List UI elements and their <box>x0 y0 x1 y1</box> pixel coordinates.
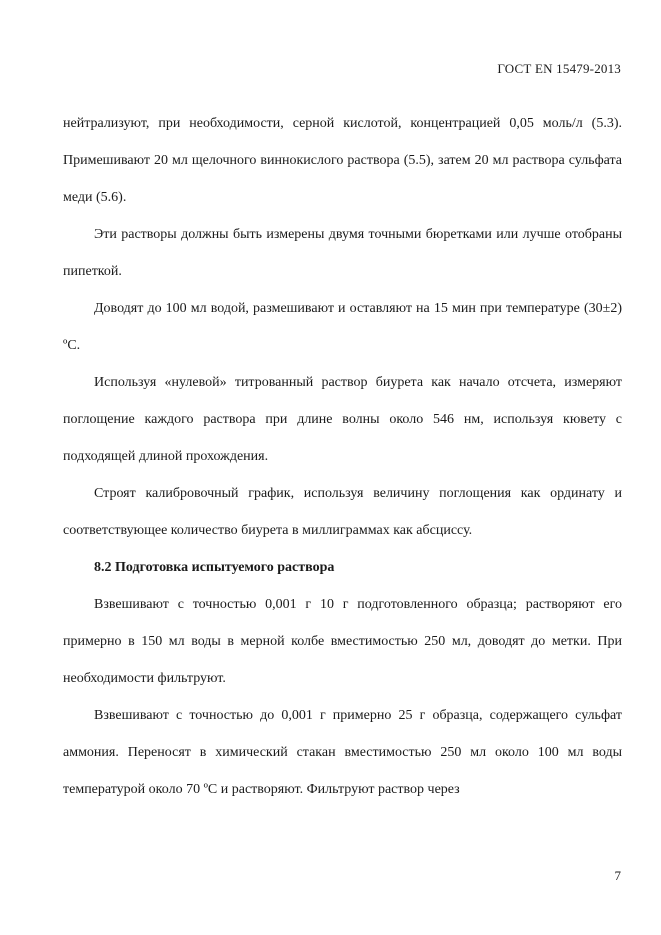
paragraph-absorbance: Используя «нулевой» титрованный раствор биурета как начало отсчета, измеряют поглощение каждого раствора при длине волны около 546 нм, используя кювету с подходящей длиной прохождения. <box>63 375 622 464</box>
paragraph-burettes: Эти растворы должны быть измерены двумя точными бюретками или лучше отобраны пипеткой. <box>63 227 622 279</box>
document-body <box>63 105 622 808</box>
paragraph-weighing-1: Взвешивают с точностью 0,001 г 10 г подготовленного образца; растворяют его примерно в 150 мл воды в мерной колбе вместимостью 250 мл, доводят до метки. При необходимости фильтруют. <box>63 597 622 686</box>
section-heading: 8.2 Подготовка испытуемого раствора <box>94 560 335 575</box>
paragraph-calibration: Строят калибровочный график, используя величину поглощения как ординату и соответствующее количество биурета в миллиграммах как абсциссу. <box>63 486 622 538</box>
paragraph-dilution: Доводят до 100 мл водой, размешивают и оставляют на 15 мин при температуре (30±2) ºС. <box>63 301 622 353</box>
paragraph-weighing-2: Взвешивают с точностью до 0,001 г примерно 25 г образца, содержащего сульфат аммония. Переносят в химический стакан вместимостью 250 мл около 100 мл воды температурой около 70 ºС и растворяют. Фильтруют раствор через <box>63 708 622 797</box>
standard-header: ГОСТ EN 15479-2013 <box>497 61 621 76</box>
page-number: 7 <box>614 868 621 883</box>
paragraph-continuation: нейтрализуют, при необходимости, серной кислотой, концентрацией 0,05 моль/л (5.3). Примешивают 20 мл щелочного виннокислого раствора (5.5), затем 20 мл раствора сульфата меди (5.6). <box>63 116 622 205</box>
